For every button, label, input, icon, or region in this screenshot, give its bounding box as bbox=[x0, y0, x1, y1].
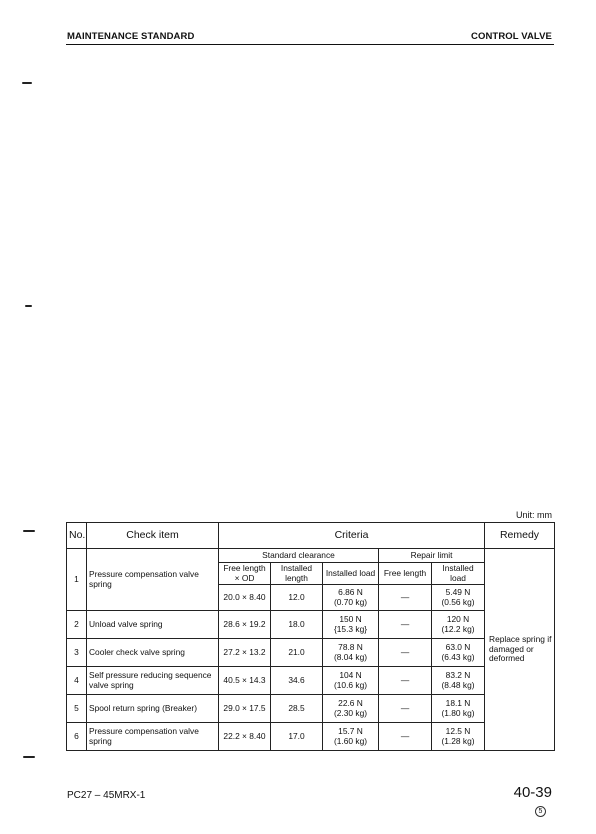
header-repair-limit: Repair limit bbox=[379, 549, 485, 563]
header-free-length: Free length bbox=[379, 563, 432, 585]
row-no: 5 bbox=[67, 695, 87, 723]
header-section-title: MAINTENANCE STANDARD bbox=[67, 31, 195, 42]
installed-load: 22.6 N (2.30 kg) bbox=[323, 695, 379, 723]
repair-installed-load: 18.1 N (1.80 kg) bbox=[432, 695, 485, 723]
revision-mark: 5 bbox=[535, 806, 546, 817]
header-no: No. bbox=[67, 523, 87, 549]
free-length-od: 27.2 × 13.2 bbox=[219, 639, 271, 667]
maintenance-standard-table bbox=[66, 522, 555, 751]
margin-mark bbox=[23, 530, 35, 532]
repair-installed-load: 63.0 N (6.43 kg) bbox=[432, 639, 485, 667]
unit-label: Unit: mm bbox=[516, 510, 552, 520]
row-check-item: Pressure compensation valve spring bbox=[87, 549, 219, 611]
installed-length: 18.0 bbox=[271, 611, 323, 639]
installed-load: 15.7 N (1.60 kg) bbox=[323, 723, 379, 751]
header-criteria: Criteria bbox=[219, 523, 485, 549]
header-check-item: Check item bbox=[87, 523, 219, 549]
free-length-od: 29.0 × 17.5 bbox=[219, 695, 271, 723]
header-rule bbox=[66, 44, 554, 45]
installed-length: 34.6 bbox=[271, 667, 323, 695]
header-installed-length: Installed length bbox=[271, 563, 323, 585]
free-length-od: 20.0 × 8.40 bbox=[219, 585, 271, 611]
row-no: 3 bbox=[67, 639, 87, 667]
row-no: 6 bbox=[67, 723, 87, 751]
repair-installed-load: 5.49 N (0.56 kg) bbox=[432, 585, 485, 611]
free-length-od: 22.2 × 8.40 bbox=[219, 723, 271, 751]
installed-load: 150 N {15.3 kg} bbox=[323, 611, 379, 639]
remedy-cell: Replace spring if damaged or deformed bbox=[485, 549, 555, 751]
row-check-item: Spool return spring (Breaker) bbox=[87, 695, 219, 723]
row-check-item: Pressure compensation valve spring bbox=[87, 723, 219, 751]
repair-installed-load: 120 N (12.2 kg) bbox=[432, 611, 485, 639]
repair-free-length: — bbox=[379, 723, 432, 751]
margin-mark bbox=[22, 82, 32, 84]
header-component-title: CONTROL VALVE bbox=[471, 31, 552, 42]
row-no: 4 bbox=[67, 667, 87, 695]
installed-length: 28.5 bbox=[271, 695, 323, 723]
header-free-length-od: Free length × OD bbox=[219, 563, 271, 585]
header-installed-load: Installed load bbox=[323, 563, 379, 585]
installed-length: 12.0 bbox=[271, 585, 323, 611]
footer-model: PC27 – 45MRX-1 bbox=[67, 790, 146, 801]
repair-installed-load: 83.2 N (8.48 kg) bbox=[432, 667, 485, 695]
installed-load: 78.8 N (8.04 kg) bbox=[323, 639, 379, 667]
page-number: 40-39 bbox=[513, 784, 552, 801]
row-no: 2 bbox=[67, 611, 87, 639]
repair-free-length: — bbox=[379, 585, 432, 611]
installed-length: 17.0 bbox=[271, 723, 323, 751]
repair-installed-load: 12.5 N (1.28 kg) bbox=[432, 723, 485, 751]
repair-free-length: — bbox=[379, 667, 432, 695]
repair-free-length: — bbox=[379, 695, 432, 723]
repair-free-length: — bbox=[379, 611, 432, 639]
header-repair-installed-load: Installed load bbox=[432, 563, 485, 585]
header-standard-clearance: Standard clearance bbox=[219, 549, 379, 563]
installed-load: 6.86 N (0.70 kg) bbox=[323, 585, 379, 611]
free-length-od: 40.5 × 14.3 bbox=[219, 667, 271, 695]
repair-free-length: — bbox=[379, 639, 432, 667]
header-remedy: Remedy bbox=[485, 523, 555, 549]
margin-mark bbox=[23, 756, 35, 758]
installed-load: 104 N (10.6 kg) bbox=[323, 667, 379, 695]
free-length-od: 28.6 × 19.2 bbox=[219, 611, 271, 639]
margin-mark bbox=[25, 305, 32, 307]
row-no: 1 bbox=[67, 549, 87, 611]
row-check-item: Unload valve spring bbox=[87, 611, 219, 639]
installed-length: 21.0 bbox=[271, 639, 323, 667]
row-check-item: Cooler check valve spring bbox=[87, 639, 219, 667]
row-check-item: Self pressure reducing sequence valve spring bbox=[87, 667, 219, 695]
